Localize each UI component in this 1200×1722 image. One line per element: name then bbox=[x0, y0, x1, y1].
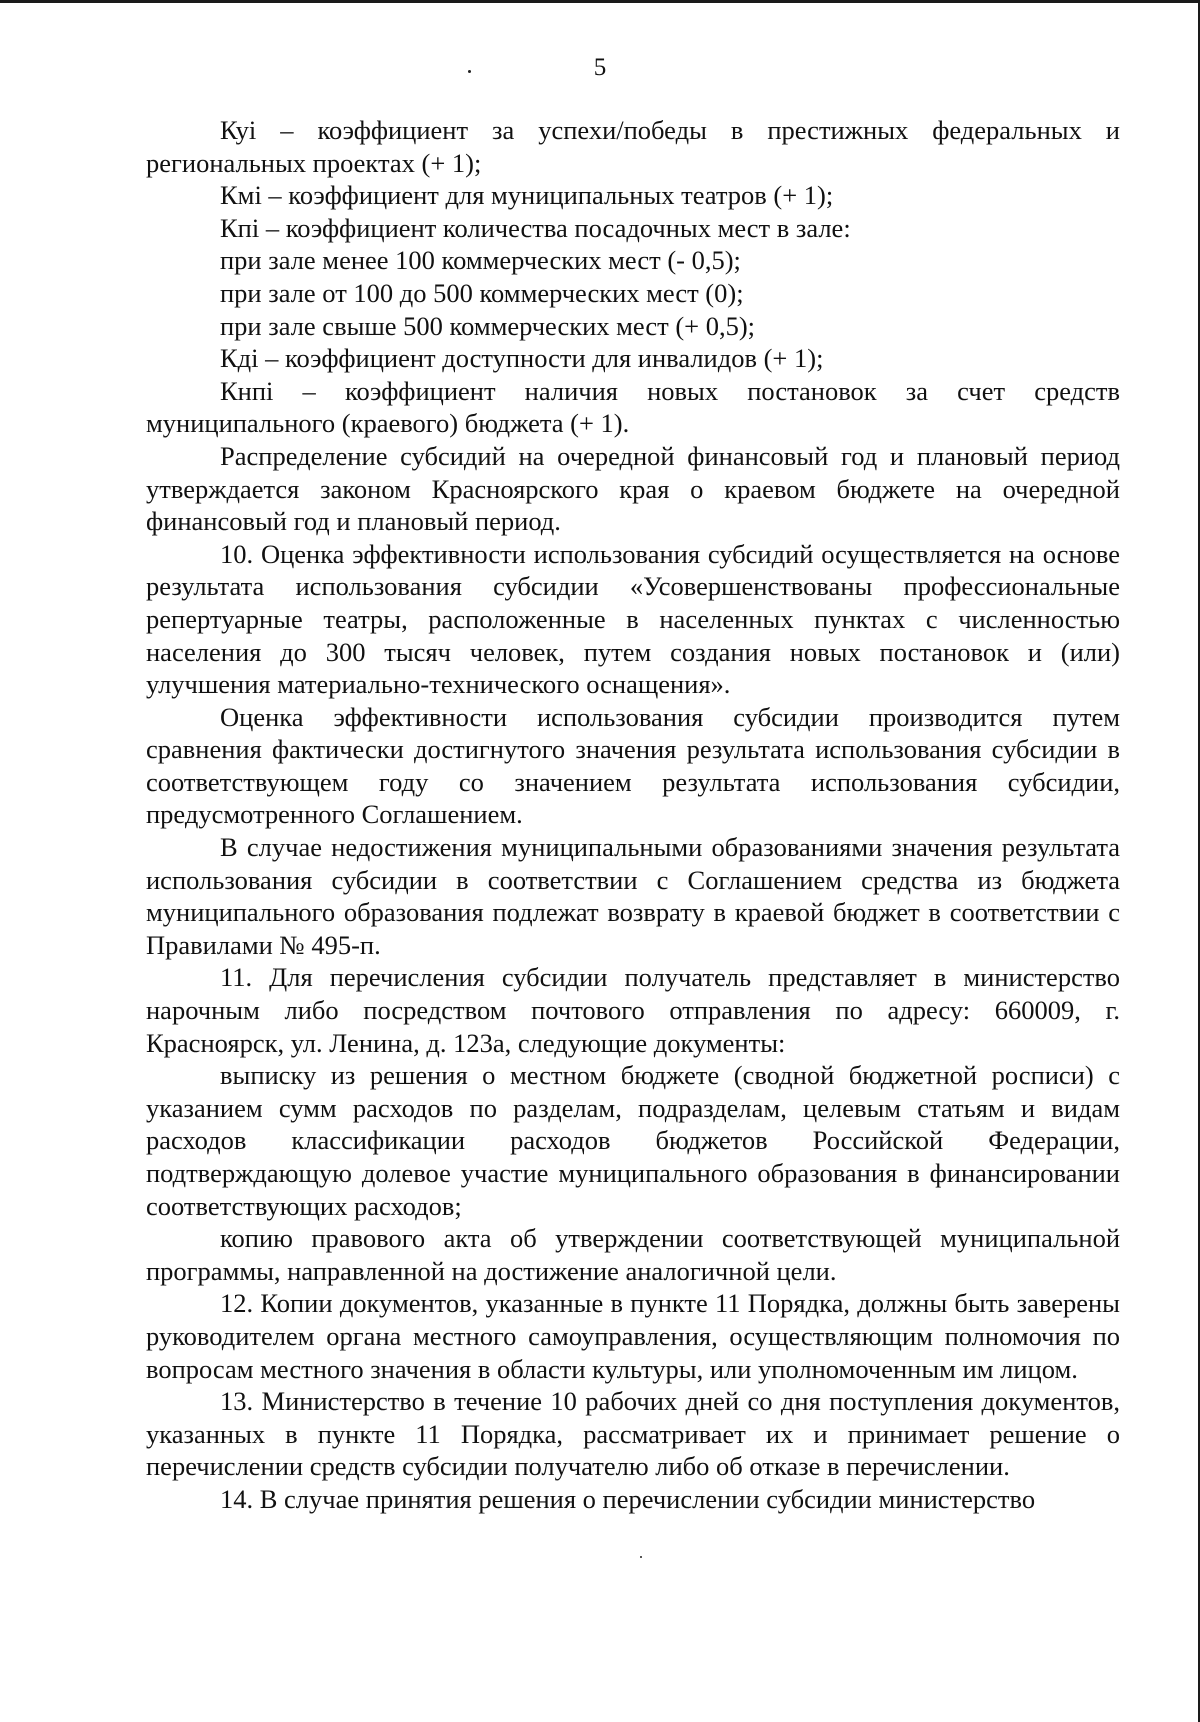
paragraph-item-13: 13. Министерство в течение 10 рабочих дней со дня поступления документов, указанных в пункте 11 Порядка, рассматривает их и принимает решение о перечислении средств субсидии получателю либо об отказе в перечислении. bbox=[146, 1386, 1120, 1482]
paragraph-legal-act-copy: копию правового акта об утверждении соответствующей муниципальной программы, направленной на достижение аналогичной цели. bbox=[146, 1223, 1120, 1286]
paragraph-item-10: 10. Оценка эффективности использования субсидий осуществляется на основе результата использования субсидии «Усовершенствованы профессиональные репертуарные театры, расположенные в населенных пунктах с численностью населения до 300 тысяч человек, путем создания новых постановок и (или) улучшения материально-технического оснащения». bbox=[146, 538, 1120, 700]
paragraph-seats-over-500: при зале свыше 500 коммерческих мест (+ 0,5); bbox=[220, 310, 756, 341]
paragraph-distribution: Распределение субсидий на очередной финансовый год и плановый период утверждается законом Красноярского края о краевом бюджете на очередной финансовый год и плановый период. bbox=[146, 440, 1120, 537]
paragraph-seats-100-500: при зале от 100 до 500 коммерческих мест (0); bbox=[220, 277, 744, 308]
paragraph-budget-extract: выписку из решения о местном бюджете (сводной бюджетной росписи) с указанием сумм расходов по разделам, подразделам, целевым статьям и видам расходов классификации расходов бюджетов Российской Федерации, подтверждающую долевое участие муниципального образования в финансировании соответствующих расходов; bbox=[146, 1060, 1120, 1221]
paragraph-kdi: Кді – коэффициент доступности для инвалидов (+ 1); bbox=[220, 343, 824, 374]
paragraph-efficiency-assessment: Оценка эффективности использования субсидии производится путем сравнения фактически достигнутого значения результата использования субсидии в соответствующем году со значением результата использования субсидии, предусмотренного Соглашением. bbox=[146, 701, 1120, 830]
paragraph-knpi: Кнпі – коэффициент наличия новых постановок за счет средств муниципального (краевого) бюджета (+ 1). bbox=[146, 375, 1120, 439]
document-body bbox=[146, 114, 1120, 1516]
paragraph-kui: Куі – коэффициент за успехи/победы в престижных федеральных и региональных проектах (+ 1); bbox=[146, 115, 1120, 178]
paragraph-kpi: Кпі – коэффициент количества посадочных мест в зале: bbox=[220, 212, 851, 243]
paragraph-item-11: 11. Для перечисления субсидии получатель представляет в министерство нарочным либо посредством почтового отправления по адресу: 660009, г. Красноярск, ул. Ленина, д. 123а, следующие документы: bbox=[146, 962, 1120, 1058]
paragraph-seats-under-100: при зале менее 100 коммерческих мест (- 0,5); bbox=[220, 245, 741, 276]
paragraph-item-12: 12. Копии документов, указанные в пункте 11 Порядка, должны быть заверены руководителем органа местного самоуправления, осуществляющим полномочия по вопросам местного значения в области культуры, или уполномоченным им лицом. bbox=[146, 1288, 1120, 1384]
page-number: 5 bbox=[593, 54, 607, 81]
scan-speck bbox=[640, 1556, 642, 1558]
paragraph-item-14: 14. В случае принятия решения о перечислении субсидии министерство bbox=[220, 1483, 1036, 1514]
paragraph-non-achievement: В случае недостижения муниципальными образованиями значения результата использования субсидии в соответствии с Соглашением средства из бюджета муниципального образования подлежат возврату в краевой бюджет в соответствии с Правилами № 495-п. bbox=[146, 832, 1120, 960]
scan-edge-top bbox=[0, 0, 1200, 3]
paragraph-kmi: Кмі – коэффициент для муниципальных театров (+ 1); bbox=[220, 180, 834, 211]
